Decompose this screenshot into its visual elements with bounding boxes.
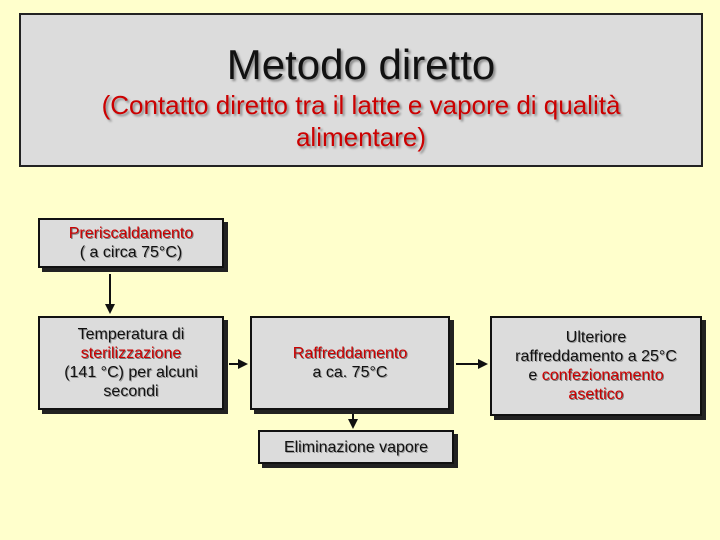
eliminazione-label: Eliminazione vapore (283, 438, 429, 456)
asettico-label: asettico (568, 386, 624, 403)
step-sterilizzazione (38, 316, 224, 410)
ulteriore-line-1: Ulteriore (565, 329, 627, 346)
confezionamento-label: confezionamento (541, 367, 664, 384)
sterilizzazione-label: sterilizzazione (80, 345, 182, 362)
preriscaldamento-detail: ( a circa 75°C) (79, 244, 183, 261)
step-raffreddamento (250, 316, 450, 410)
ulteriore-line-3 (528, 366, 663, 385)
sterilizzazione-line-3: (141 °C) per alcuni (64, 364, 198, 381)
page-title: Metodo diretto (226, 41, 496, 88)
subtitle-line-1: (Contatto diretto tra il latte e vapore di qualità (101, 90, 621, 120)
sterilizzazione-line-1: Temperatura di (77, 326, 185, 343)
step-preriscaldamento (38, 218, 224, 268)
step-eliminazione-vapore (258, 430, 454, 464)
raffreddamento-label: Raffreddamento (292, 345, 408, 362)
subtitle-line-2: alimentare) (295, 122, 427, 152)
raffreddamento-detail: a ca. 75°C (312, 364, 388, 381)
ulteriore-line-2: raffreddamento a 25°C (515, 348, 677, 365)
step-ulteriore-raffreddamento (490, 316, 702, 416)
ulteriore-line-3-prefix: e (528, 367, 538, 384)
sterilizzazione-line-4: secondi (103, 383, 159, 400)
preriscaldamento-label: Preriscaldamento (68, 225, 194, 242)
